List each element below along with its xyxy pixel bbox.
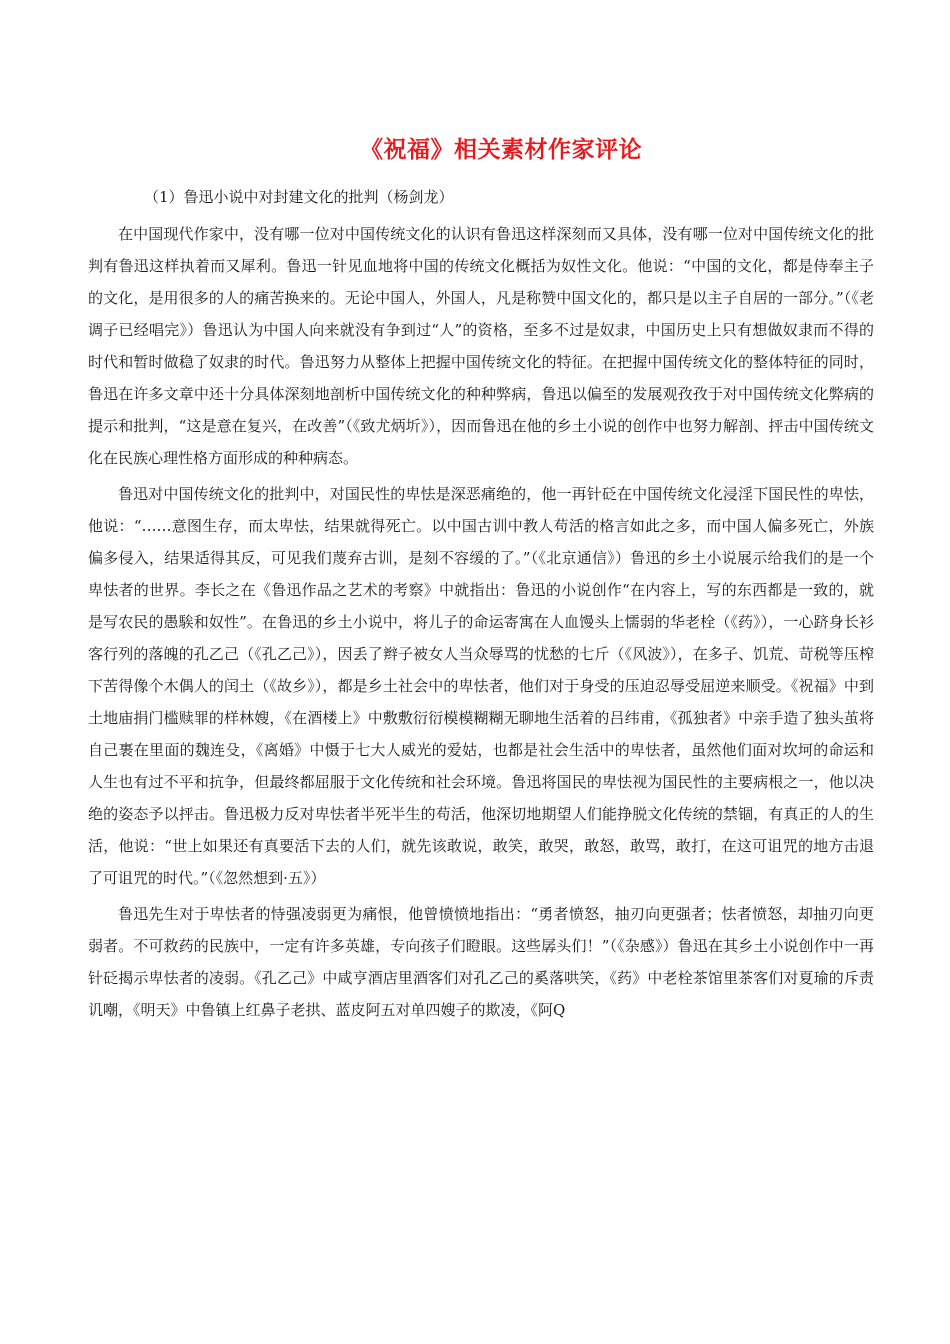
section-heading: （1）鲁迅小说中对封建文化的批判（杨剑龙）: [144, 188, 454, 206]
paragraph-3: 鲁迅先生对于卑怯者的恃强凌弱更为痛恨，他曾愤愤地指出：“勇者愤怒，抽刃向更强者；怯者愤怒，却抽刃向更弱者。不可救药的民族中，一定有许多英雄，专向孩子们瞪眼。这些孱头们！”（《杂感》）鲁迅在其乡土小说创作中一再针砭揭示卑怯者的凌弱。《孔乙己》中咸亨酒店里酒客们对孔乙己的奚落哄笑，《药》中老栓茶馆里茶客们对夏瑜的斥责讥嘲，《明天》中鲁镇上红鼻子老拱、蓝皮阿五对单四嫂子的欺凌，《阿Q: [88, 905, 874, 1019]
paragraph-1: 在中国现代作家中，没有哪一位对中国传统文化的认识有鲁迅这样深刻而又具体，没有哪一位对中国传统文化的批判有鲁迅这样执着而又犀利。鲁迅一针见血地将中国的传统文化概括为奴性文化。他说：“中国的文化，都是侍奉主子的文化，是用很多的人的痛苦换来的。无论中国人，外国人，凡是称赞中国文化的，都只是以主子自居的一部分。”（《老调子已经唱完》）鲁迅认为中国人向来就没有争到过“人”的资格，至多不过是奴隶，中国历史上只有想做奴隶而不得的时代和暂时做稳了奴隶的时代。鲁迅努力从整体上把握中国传统文化的特征。在把握中国传统文化的整体特征的同时，鲁迅在许多文章中还十分具体深刻地剖析中国传统文化的种种弊病，鲁迅以偏至的发展观孜孜于对中国传统文化弊病的提示和批判，“这是意在复兴，在改善”（《致尤炳圻》），因而鲁迅在他的乡土小说的创作中也努力解剖、抨击中国传统文化在民族心理性格方面形成的种种病态。: [88, 225, 874, 467]
document-title: 《祝福》相关素材作家评论: [360, 137, 642, 163]
paragraph-2: 鲁迅对中国传统文化的批判中，对国民性的卑怯是深恶痛绝的，他一再针砭在中国传统文化浸淫下国民性的卑怯，他说：“……意图生存，而太卑怯，结果就得死亡。以中国古训中教人苟活的格言如此之多，而中国人偏多死亡，外族偏多侵入，结果适得其反，可见我们蔑弃古训，是刻不容缓的了。”（《北京通信》）鲁迅的乡土小说展示给我们的是一个卑怯者的世界。李长之在《鲁迅作品之艺术的考察》中就指出：鲁迅的小说创作“在内容上，写的东西都是一致的，就是写农民的愚騃和奴性”。在鲁迅的乡土小说中，将儿子的命运寄寓在人血馒头上懦弱的华老栓（《药》），一心跻身长衫客行列的落魄的孔乙己（《孔乙己》），因丢了辫子被女人当众辱骂的忧愁的七斤（《风波》），在多子、饥荒、苛税等压榨下苦得像个木偶人的闰土（《故乡》），都是乡土社会中的卑怯者，他们对于身受的压迫忍辱受屈逆来顺受。《祝福》中到土地庙捐门槛赎罪的样林嫂，《在酒楼上》中敷敷衍衍模模糊糊无聊地生活着的吕纬甫，《孤独者》中亲手造了独头茧将自己裹在里面的魏连殳，《离婚》中慑于七大人威光的爱姑，也都是社会生活中的卑怯者，虽然他们面对坎坷的命运和人生也有过不平和抗争，但最终都屈服于文化传统和社会环境。鲁迅将国民的卑怯视为国民性的主要病根之一，他以决绝的姿态予以抨击。鲁迅极力反对卑怯者半死半生的苟活，他深切地期望人们能挣脱文化传统的禁锢，有真正的人的生活，他说：“世上如果还有真要活下去的人们，就先该敢说，敢笑，敢哭，敢怒，敢骂，敢打，在这可诅咒的地方击退了可诅咒的时代。”（《忽然想到·五》）: [88, 485, 874, 887]
document-body: [88, 218, 874, 1029]
